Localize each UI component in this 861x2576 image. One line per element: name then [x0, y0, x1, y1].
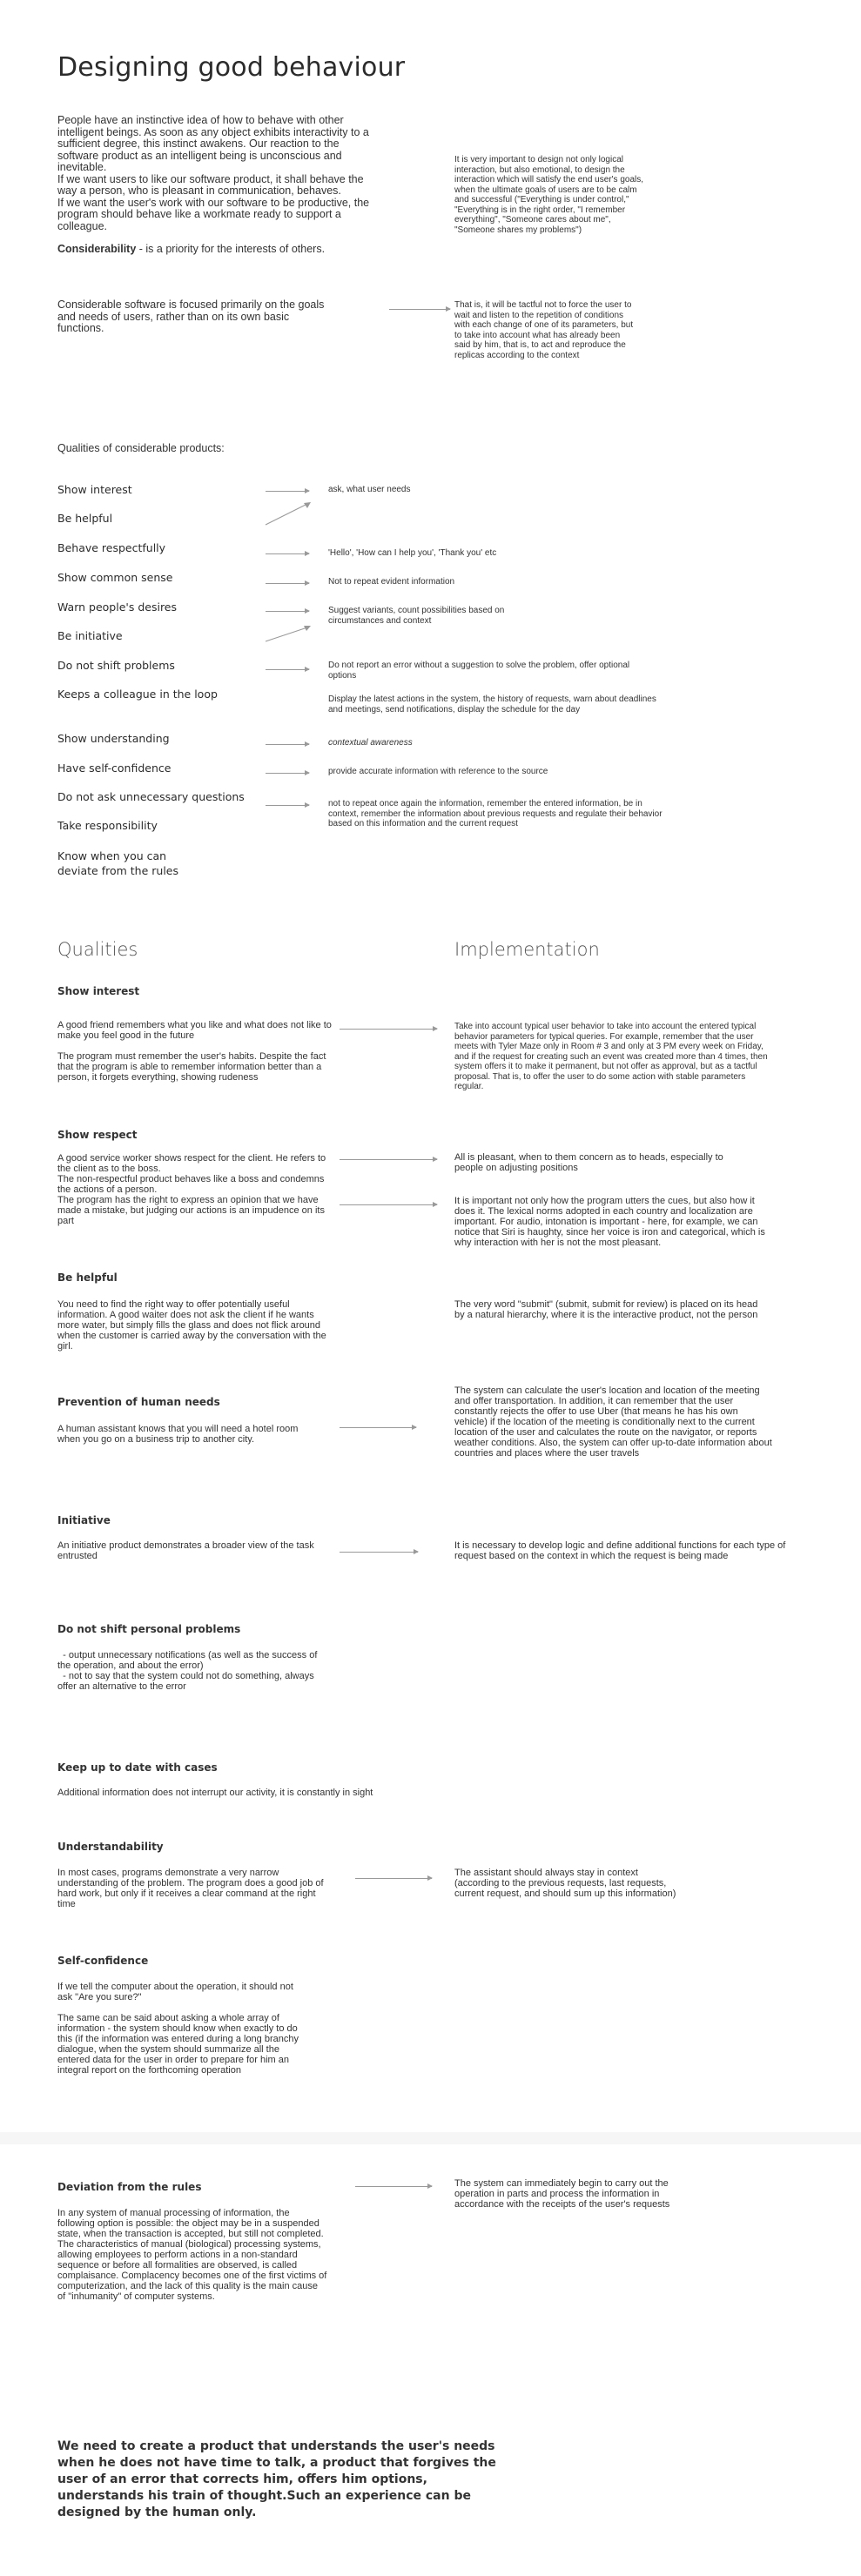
section-heading: Prevention of human needs [57, 1396, 220, 1408]
quality-item: Be initiative [57, 629, 123, 642]
arrow-icon [355, 2186, 432, 2187]
quality-item: Behave respectfully [57, 541, 166, 554]
arrow-icon [389, 309, 450, 310]
implementation-column-title: Implementation [454, 939, 600, 960]
diagonal-arrow-icon [264, 500, 313, 527]
quality-item: Have self-confidence [57, 761, 172, 775]
section-implementation: The system can immediately begin to carry out the operation in parts and process the information in accordance with the receipts of the user's requests [454, 2178, 670, 2210]
quality-item: Keeps a colleague in the loop [57, 688, 218, 701]
diagonal-arrow-icon [264, 624, 313, 643]
section-implementation: The very word "submit" (submit, submit for review) is placed on its head by a natural hierarchy, where it is the interactive product, not the person [454, 1299, 758, 1320]
section-heading: Self-confidence [57, 1955, 149, 1967]
considerability-label: Considerability [57, 243, 137, 255]
quality-note: Display the latest actions in the system, the history of requests, warn about deadlines and meetings, send notifications, display the schedule for the day [328, 694, 656, 714]
considerability-line [57, 244, 388, 256]
section-text: In any system of manual processing of information, the following option is possible: the object may be in a suspended state, when the transaction is accepted, but still not completed. The characteristics of manual (biological) processing systems, allowing employees to perform actions in a non-standard sequence or before all formalities are observed, is called complaisance. Complacency becomes one of the first victims of computerization, and the lack of this quality is the main cause of "inhumanity" of computer systems. [57, 2208, 327, 2302]
quality-note: provide accurate information with reference to the source [328, 767, 548, 776]
quality-note: not to repeat once again the information, remember the entered information, be in context, remember the information about previous requests and regulate their behavior based on this information and the current request [328, 799, 663, 828]
qualities-column-title: Qualities [57, 939, 138, 960]
arrow-icon [266, 611, 309, 612]
intro-side-note: It is very important to design not only logical interaction, but also emotional, to design the interaction which will satisfy the end user's goals, when the ultimate goals of users are to be calm and successful ("Everything is under control," "Everything is in the right order, "I remember everything", "Someone cares about me", "Someone shares my problems") [454, 155, 644, 235]
quality-note: Suggest variants, count possibilities based on circumstances and context [328, 606, 505, 626]
section-heading: Understandability [57, 1841, 164, 1853]
quality-note: 'Hello', 'How can I help you', 'Thank you' etc [328, 548, 497, 558]
quality-item: Warn people's desires [57, 600, 178, 614]
intro-paragraph: People have an instinctive idea of how to behave with other intelligent beings. As soon as any object exhibits interactivity to a sufficient degree, this instinct awakens. Our reaction to the software product as an intelligent being is unconscious and inevitable. If we want users to like our software product, it shall behave the way a person, who is pleasant in communication, behaves. If we want the user's work with our software to be productive, the program should behave like a workmate ready to support a colleague. [57, 114, 370, 232]
section-heading: Initiative [57, 1514, 111, 1526]
section-heading: Keep up to date with cases [57, 1761, 218, 1774]
quality-item: Show common sense [57, 571, 173, 584]
section-implementation: It is important not only how the program utters the cues, but also how it does it. The lexical norms adopted in each country and localization are important. For audio, intonation is important - here, for example, we can notice that Siri is haughty, since her voice is iron and categorical, which is why interaction with her is not the most pleasant. [454, 1196, 765, 1248]
section-implementation: It is necessary to develop logic and define additional functions for each type of request based on the context in which the request is being made [454, 1540, 786, 1561]
arrow-icon [340, 1029, 437, 1030]
section-text: A good friend remembers what you like and what does not like to make you feel good in the future The program must remember the user's habits. Despite the fact that the program is able to remember information better than a person, it forgets everything, showing rudeness [57, 1020, 332, 1083]
quality-item: Show understanding [57, 732, 170, 745]
arrow-icon [266, 491, 309, 492]
intro-paragraph-2: Considerable software is focused primarily on the goals and needs of users, rather than on its own basic functions. [57, 299, 325, 334]
arrow-icon [266, 553, 309, 554]
conclusion-text: We need to create a product that understands the user's needs when he does not have time to talk, a product that forgives the user of an error that corrects him, offers him options, understands his train of thought.Such an experience can be designed by the human only. [57, 2439, 496, 2519]
section-text: Additional information does not interrupt our activity, it is constantly in sight [57, 1788, 373, 1798]
arrow-icon [340, 1427, 416, 1428]
arrow-icon [266, 669, 309, 670]
arrow-icon [266, 805, 309, 806]
section-text: If we tell the computer about the operation, it should not ask "Are you sure?" The same can be said about asking a whole array of information - the system should know when exactly to do this (if the information was entered during a long branchy dialogue, when the system should summarize all the entered data for the user in order to prepare for him an integral report on the forthcoming operation [57, 1982, 299, 2076]
section-implementation: All is pleasant, when to them concern as to heads, especially to people on adjusting positions [454, 1152, 723, 1173]
section-text: A human assistant knows that you will need a hotel room when you go on a business trip to another city. [57, 1424, 299, 1445]
quality-note: contextual awareness [328, 738, 413, 748]
section-heading: Deviation from the rules [57, 2181, 202, 2193]
section-heading: Show interest [57, 985, 140, 997]
quality-item: Be helpful [57, 512, 113, 525]
arrow-icon [355, 1878, 432, 1879]
quality-note: ask, what user needs [328, 485, 411, 494]
quality-item: Take responsibility [57, 819, 158, 832]
section-text: In most cases, programs demonstrate a very narrow understanding of the problem. The program does a good job of hard work, but only if it receives a clear command at the right time [57, 1868, 324, 1909]
quality-item: Do not ask unnecessary questions [57, 790, 245, 803]
quality-note: Do not report an error without a suggestion to solve the problem, offer optional options [328, 661, 630, 681]
section-text: - output unnecessary notifications (as well as the success of the operation, and about the error) - not to say that the system could not do something, always offer an alternative to the error [57, 1650, 318, 1692]
arrow-icon [266, 583, 309, 584]
section-implementation: The assistant should always stay in context (according to the previous requests, last requests, current request, and should sum up this information) [454, 1868, 676, 1899]
quality-item: Show interest [57, 483, 132, 496]
section-implementation: Take into account typical user behavior to take into account the entered typical behavior parameters for typical queries. For example, remember that the user meets with Tyler Maze only in Room # 3 and only at 3 PM every week on Friday, and if the request for creating such an event was created more than 4 times, then system offers it to make it permanent, but not offer as approval, but as a tactful proposal. That is, to offer the user to do some action with stable parameters regular. [454, 1022, 768, 1091]
intro-note-2: That is, it will be tactful not to force the user to wait and listen to the repetition of conditions with each change of one of its parameters, but to take into account what has already been said by him, that is, to act and reproduce the replicas according to the context [454, 300, 634, 360]
arrow-icon [266, 744, 309, 745]
section-divider [0, 2132, 861, 2144]
quality-item: Know when you can deviate from the rules [57, 849, 179, 877]
section-heading: Do not shift personal problems [57, 1623, 241, 1635]
arrow-icon [340, 1552, 418, 1553]
qualities-heading: Qualities of considerable products: [57, 442, 225, 454]
page-title: Designing good behaviour [57, 52, 406, 83]
section-heading: Show respect [57, 1129, 138, 1141]
arrow-icon [340, 1159, 437, 1160]
section-implementation: The system can calculate the user's location and location of the meeting and offer transportation. In addition, it can remember that the user constantly rejects the offer to use Uber (that means he has his own vehicle) if the location of the meeting is conditionally next to the current location of the user and calculates the route on the navigator, or reports weather conditions. Also, the system can offer up-to-date information about countries and places where the user travels [454, 1385, 772, 1459]
section-text: An initiative product demonstrates a broader view of the task entrusted [57, 1540, 314, 1561]
arrow-icon [266, 773, 309, 774]
section-heading: Be helpful [57, 1271, 118, 1284]
quality-item: Do not shift problems [57, 659, 175, 672]
quality-note: Not to repeat evident information [328, 577, 455, 587]
arrow-icon [340, 1204, 437, 1205]
section-text: You need to find the right way to offer potentially useful information. A good waiter does not ask the client if he wants more water, but simply fills the glass and does not flick around when the customer is carried away by the conversation with the girl. [57, 1299, 326, 1352]
considerability-text: - is a priority for the interests of others. [136, 243, 326, 255]
section-text: A good service worker shows respect for the client. He refers to the client as to the boss. The non-respectful product behaves like a boss and condemns the actions of a person. The program has the right to express an opinion that we have made a mistake, but judging our actions is an impudence on its part [57, 1153, 326, 1226]
